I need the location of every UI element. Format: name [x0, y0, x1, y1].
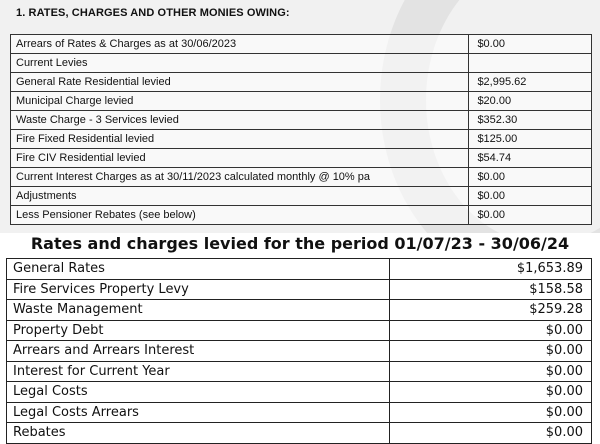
table-row	[7, 382, 592, 403]
row-label: Arrears of Rates & Charges as at 30/06/2023	[11, 35, 469, 54]
row-amount: $158.58	[390, 279, 592, 300]
row-amount	[469, 54, 592, 73]
row-amount: $20.00	[469, 92, 592, 111]
row-amount: $0.00	[390, 402, 592, 423]
row-amount: $2,995.62	[469, 73, 592, 92]
table-row	[7, 423, 592, 444]
monies-owing-table	[10, 34, 592, 225]
row-label: Current Levies	[11, 54, 469, 73]
row-amount: $1,653.89	[390, 259, 592, 280]
table-row	[7, 300, 592, 321]
row-amount: $0.00	[390, 341, 592, 362]
table-row	[7, 341, 592, 362]
row-amount: $0.00	[390, 320, 592, 341]
table-row	[7, 279, 592, 300]
table-row	[11, 92, 592, 111]
row-label: General Rates	[7, 259, 390, 280]
table-row	[11, 111, 592, 130]
row-amount: $0.00	[390, 382, 592, 403]
table-row	[7, 320, 592, 341]
section-heading: 1. RATES, CHARGES AND OTHER MONIES OWING:	[16, 7, 290, 19]
row-amount: $0.00	[469, 206, 592, 225]
table-row	[7, 259, 592, 280]
row-amount: $259.28	[390, 300, 592, 321]
row-label: Less Pensioner Rebates (see below)	[11, 206, 469, 225]
table-row	[11, 54, 592, 73]
row-label: Rebates	[7, 423, 390, 444]
table-row	[11, 187, 592, 206]
row-amount: $0.00	[390, 361, 592, 382]
table-row	[11, 130, 592, 149]
row-label: Fire Services Property Levy	[7, 279, 390, 300]
table-row	[7, 361, 592, 382]
table-row	[7, 402, 592, 423]
row-label: Legal Costs	[7, 382, 390, 403]
row-label: Waste Management	[7, 300, 390, 321]
table-row	[11, 206, 592, 225]
row-amount: $0.00	[469, 187, 592, 206]
row-label: Fire CIV Residential levied	[11, 149, 469, 168]
row-label: Interest for Current Year	[7, 361, 390, 382]
table-row	[11, 168, 592, 187]
row-label: Municipal Charge levied	[11, 92, 469, 111]
row-label: Legal Costs Arrears	[7, 402, 390, 423]
row-label: Arrears and Arrears Interest	[7, 341, 390, 362]
row-label: Current Interest Charges as at 30/11/2023 calculated monthly @ 10% pa	[11, 168, 469, 187]
table-row	[11, 35, 592, 54]
row-amount: $352.30	[469, 111, 592, 130]
row-label: Adjustments	[11, 187, 469, 206]
row-amount: $54.74	[469, 149, 592, 168]
levied-charges-table	[6, 258, 592, 444]
row-amount: $0.00	[469, 168, 592, 187]
row-label: General Rate Residential levied	[11, 73, 469, 92]
row-label: Waste Charge - 3 Services levied	[11, 111, 469, 130]
row-amount: $125.00	[469, 130, 592, 149]
row-label: Property Debt	[7, 320, 390, 341]
row-amount: $0.00	[469, 35, 592, 54]
table-row	[11, 149, 592, 168]
table-row	[11, 73, 592, 92]
row-amount: $0.00	[390, 423, 592, 444]
row-label: Fire Fixed Residential levied	[11, 130, 469, 149]
levy-period-title: Rates and charges levied for the period 01/07/23 - 30/06/24	[30, 234, 570, 253]
